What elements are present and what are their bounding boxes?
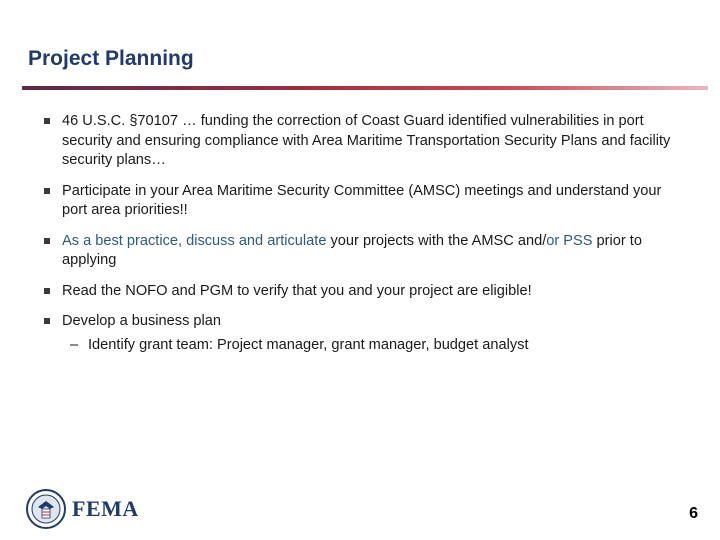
dash-marker: – (70, 336, 79, 353)
slide-title: Project Planning (28, 47, 194, 70)
page-number: 6 (689, 505, 698, 522)
square-bullet-icon (44, 118, 50, 124)
bullet-text: Participate in your Area Maritime Security Committee (AMSC) meetings and understand your port area priorities!! (62, 182, 662, 218)
bullet-text: prior to applying (62, 232, 642, 268)
bullet-list (44, 112, 684, 366)
fema-logo (26, 489, 139, 529)
bullet-text: your projects with the AMSC and/ (330, 232, 547, 249)
bullet-text-highlight: or PSS (546, 232, 593, 249)
bullet-item (44, 282, 684, 302)
bullet-text: Develop a business plan (62, 313, 222, 329)
bullet-item (44, 112, 684, 171)
square-bullet-icon (44, 288, 50, 294)
square-bullet-icon (44, 238, 50, 244)
bullet-text: 46 U.S.C. §70107 … funding the correction of Coast Guard identified vulnerabilities in port security and ensuring compliance with Area Maritime Transportation Security Plans and facility security plans… (62, 113, 671, 168)
title-divider (22, 86, 708, 90)
bullet-text-highlight: As a best practice, discuss and articulate (62, 232, 331, 249)
sub-bullet-item (62, 336, 684, 356)
logo-text: FEMA (72, 496, 139, 521)
bullet-item (44, 182, 684, 221)
bullet-text: Read the NOFO and PGM to verify that you and your project are eligible! (62, 282, 532, 299)
square-bullet-icon (44, 188, 50, 194)
bullet-item (44, 232, 684, 271)
dhs-seal-icon (26, 489, 66, 529)
sub-bullet-text: Identify grant team: Project manager, grant manager, budget analyst (88, 336, 529, 353)
square-bullet-icon (44, 318, 50, 324)
bullet-item (44, 312, 684, 355)
